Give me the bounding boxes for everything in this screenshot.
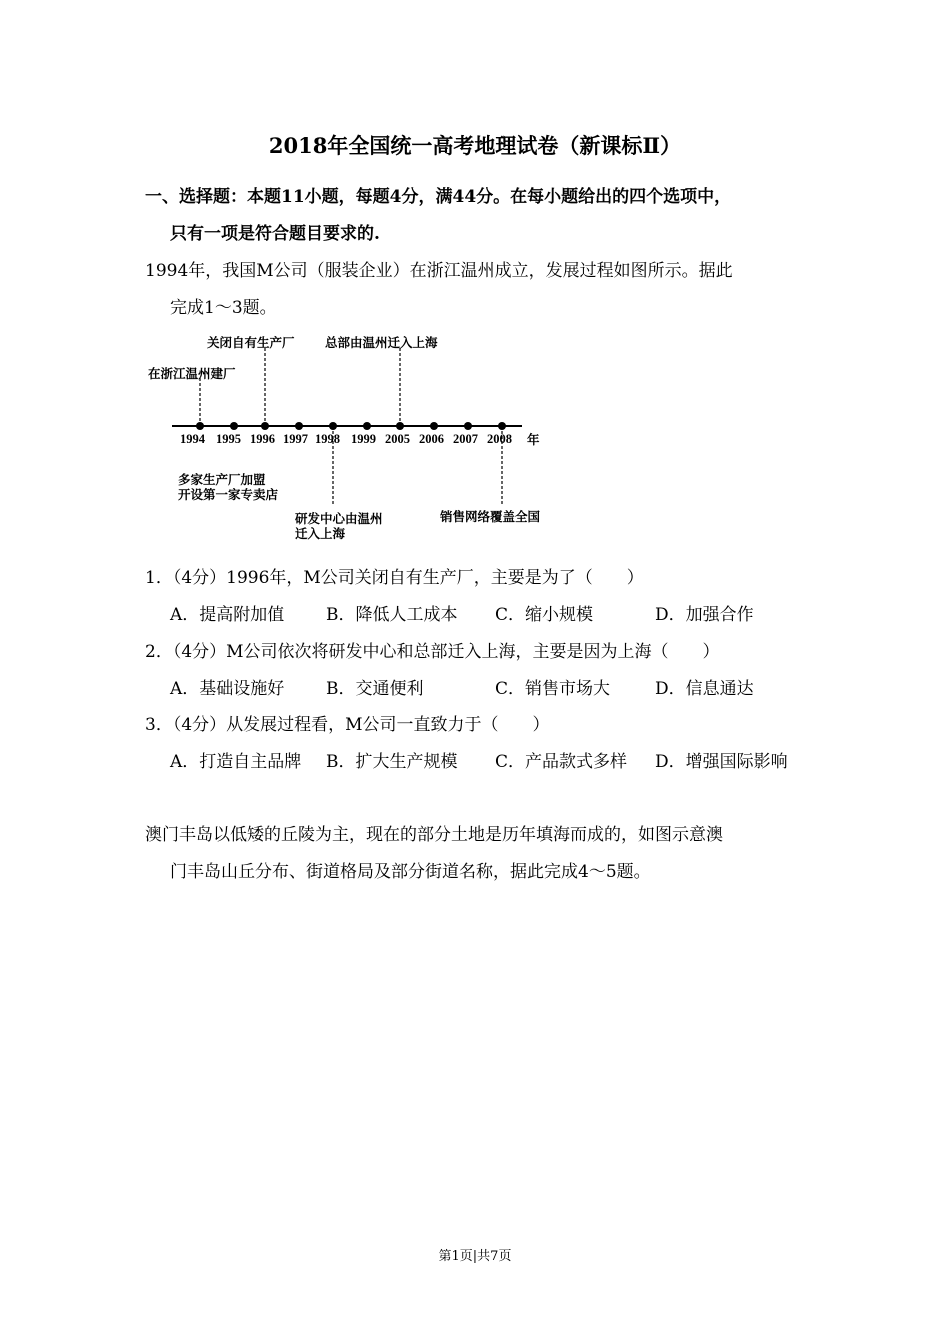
year-label: 2006 [419, 432, 444, 446]
event-rd-move-line2: 迁入上海 [295, 526, 346, 541]
question-2-option-c: C．销售市场大 [495, 679, 611, 699]
question-3-option-d: D．增强国际影响 [655, 752, 788, 772]
year-label: 1995 [216, 432, 241, 446]
question-1-stem: 1．（4分）1996年，M公司关闭自有生产厂，主要是为了（ ） [145, 568, 644, 588]
question-3-stem: 3．（4分）从发展过程看，M公司一直致力于（ ） [145, 715, 550, 735]
intro-2-line1: 澳门丰岛以低矮的丘陵为主，现在的部分土地是历年填海而成的，如图示意澳 [145, 825, 723, 845]
event-build-factory: 在浙江温州建厂 [148, 366, 236, 381]
event-franchise-line2: 开设第一家专卖店 [178, 487, 279, 502]
question-2-option-a: A．基础设施好 [170, 679, 285, 699]
event-sales-network: 销售网络覆盖全国 [440, 509, 541, 524]
event-rd-move-line1: 研发中心由温州 [295, 511, 383, 526]
question-1-option-b: B．降低人工成本 [326, 605, 458, 625]
year-label: 2007 [453, 432, 478, 446]
question-3-option-c: C．产品款式多样 [495, 752, 628, 772]
question-3-option-b: B．扩大生产规模 [326, 752, 458, 772]
event-close-factory: 关闭自有生产厂 [207, 335, 295, 350]
question-2-stem: 2．（4分）M公司依次将研发中心和总部迁入上海，主要是因为上海（ ） [145, 642, 720, 662]
question-2-option-b: B．交通便利 [326, 679, 424, 699]
page-footer: 第1页|共7页 [438, 1249, 512, 1264]
question-1-option-d: D．加强合作 [655, 605, 754, 625]
year-unit: 年 [527, 432, 540, 447]
year-label: 2008 [487, 432, 512, 446]
question-1-option-c: C．缩小规模 [495, 605, 594, 625]
intro-1-line2: 完成1～3题。 [170, 298, 277, 318]
question-3-option-a: A．打造自主品牌 [170, 752, 302, 772]
question-2-option-d: D．信息通达 [655, 679, 754, 699]
year-label: 1994 [180, 432, 205, 446]
year-label: 1999 [351, 432, 376, 446]
question-1-option-a: A．提高附加值 [170, 605, 285, 625]
page-title: 2018年全国统一高考地理试卷（新课标Ⅱ） [268, 133, 682, 158]
year-label: 1997 [283, 432, 308, 446]
event-hq-move: 总部由温州迁入上海 [325, 335, 438, 350]
intro-1-line1: 1994年，我国M公司（服装企业）在浙江温州成立，发展过程如图所示。据此 [145, 261, 733, 281]
event-franchise-line1: 多家生产厂加盟 [178, 472, 266, 487]
section-heading-line2: 只有一项是符合题目要求的. [170, 224, 380, 244]
year-label: 1996 [250, 432, 275, 446]
section-heading-line1: 一、选择题：本题11小题，每题4分，满44分。在每小题给出的四个选项中， [145, 187, 732, 207]
year-label: 2005 [385, 432, 410, 446]
intro-2-line2: 门丰岛山丘分布、街道格局及部分街道名称，据此完成4～5题。 [170, 862, 651, 882]
year-label: 1998 [315, 432, 340, 446]
timeline-figure [140, 325, 560, 545]
